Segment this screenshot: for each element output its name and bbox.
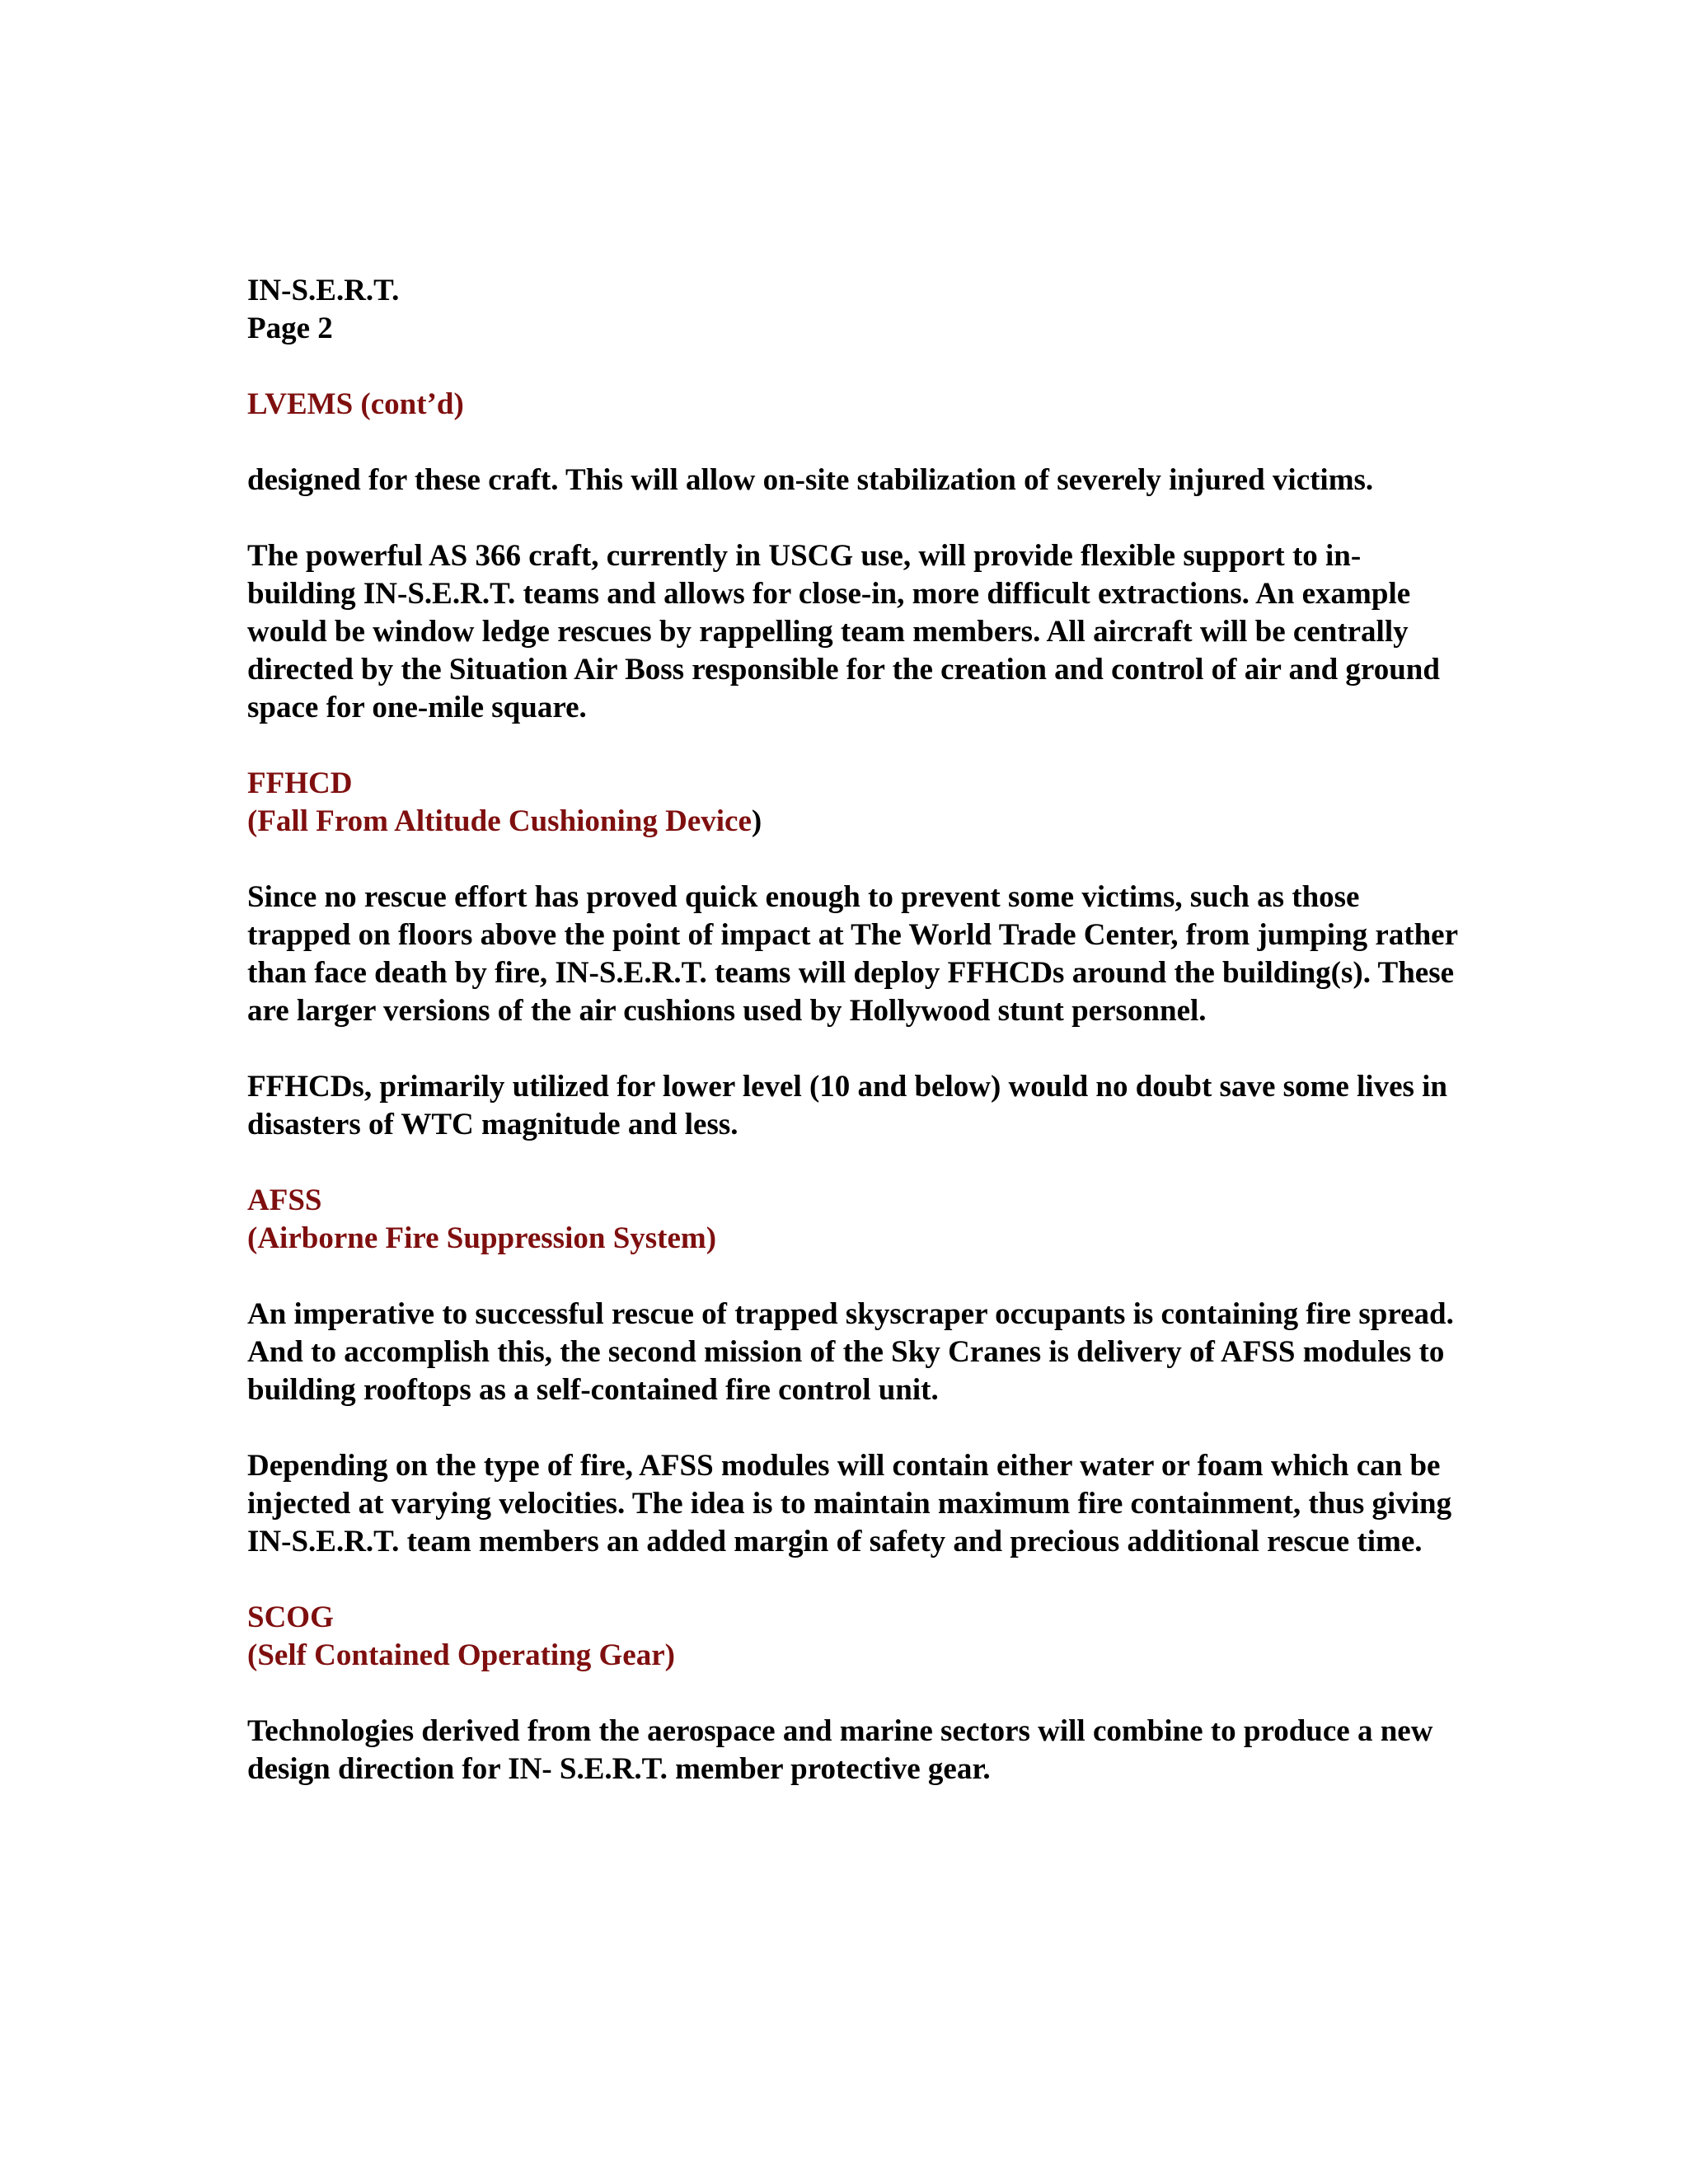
section-scog-heading xyxy=(247,1599,1459,1675)
section-ffhcd-heading xyxy=(247,765,1459,841)
lvems-paragraph-2: The powerful AS 366 craft, currently in USCG use, will provide flexible support to in-building IN-S.E.R.T. teams and allows for close-in, more difficult extractions. An example would be window ledge rescues by rappelling team members. All aircraft will be centrally directed by the Situation Air Boss responsible for the creation and control of air and ground space for one-mile square. xyxy=(247,539,1440,724)
section-subtitle-ffhcd-text: (Fall From Altitude Cushioning Device xyxy=(247,804,752,838)
page-header xyxy=(247,272,1459,348)
section-lvems-heading xyxy=(247,386,1459,424)
section-afss-heading xyxy=(247,1182,1459,1258)
section-subtitle-ffhcd-close: ) xyxy=(751,804,762,838)
section-subtitle-afss: (Airborne Fire Suppression System) xyxy=(247,1221,717,1255)
section-title-ffhcd: FFHCD xyxy=(247,766,353,800)
page-number: Page 2 xyxy=(247,312,333,345)
afss-paragraph-1: An imperative to successful rescue of trapped skyscraper occupants is containing fire spread. And to accomplish this, the second mission of the Sky Cranes is delivery of AFSS modules to building rooftops as a self-contained fire control unit. xyxy=(247,1297,1454,1407)
section-title-afss: AFSS xyxy=(247,1183,322,1217)
afss-paragraph-2: Depending on the type of fire, AFSS modules will contain either water or foam which can be injected at varying velocities. The idea is to maintain maximum fire containment, thus giving IN-S.E.R.T. team members an added margin of safety and precious additional rescue time. xyxy=(247,1449,1452,1558)
section-title-lvems: LVEMS (cont’d) xyxy=(247,387,464,421)
page-content xyxy=(247,272,1459,1826)
document-name: IN-S.E.R.T. xyxy=(247,274,400,307)
lvems-paragraph-1: designed for these craft. This will allow on-site stabilization of severely injured victims. xyxy=(247,463,1374,497)
section-subtitle-ffhcd xyxy=(247,803,1459,841)
ffhcd-paragraph-1: Since no rescue effort has proved quick enough to prevent some victims, such as those trapped on floors above the point of impact at The World Trade Center, from jumping rather than face death by fire, IN-S.E.R.T. teams will deploy FFHCDs around the building(s). These are larger versions of the air cushions used by Hollywood stunt personnel. xyxy=(247,880,1458,1028)
scog-paragraph-1: Technologies derived from the aerospace and marine sectors will combine to produce a new design direction for IN- S.E.R.T. member protective gear. xyxy=(247,1714,1433,1786)
section-subtitle-scog: (Self Contained Operating Gear) xyxy=(247,1638,675,1672)
ffhcd-paragraph-2: FFHCDs, primarily utilized for lower level (10 and below) would no doubt save some lives in disasters of WTC magnitude and less. xyxy=(247,1070,1448,1141)
section-title-scog: SCOG xyxy=(247,1601,334,1634)
